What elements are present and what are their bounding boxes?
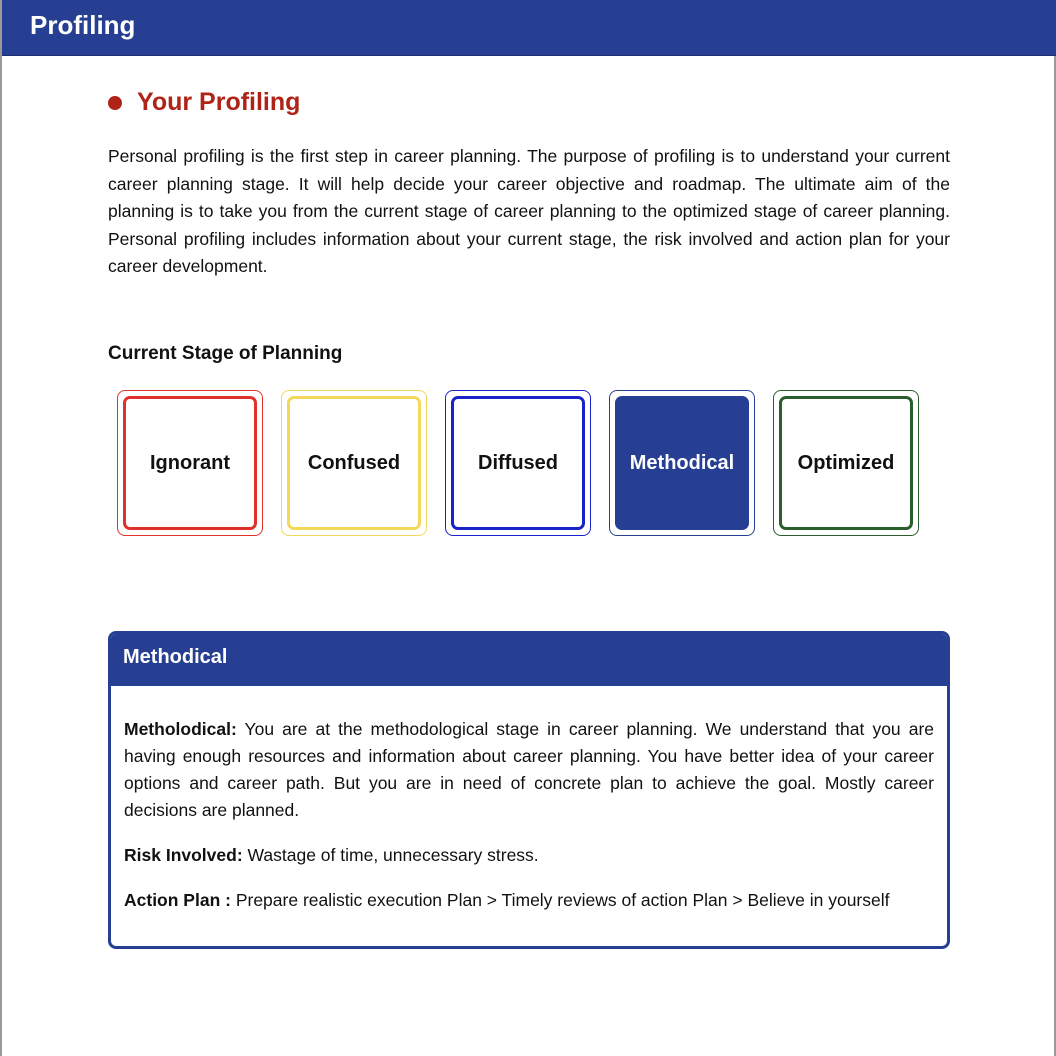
section-heading: [108, 88, 300, 117]
intro-paragraph: Personal profiling is the first step in career planning. The purpose of profiling is to understand your current career planning stage. It will help decide your career objective and roadmap. The ultimate aim of the planning is to take you from the current stage of career planning to the optimized stage of career planning. Personal profiling includes information about your current stage, the risk involved and action plan for your career development.: [108, 146, 950, 276]
stage-label: Confused: [307, 451, 401, 474]
bullet-dot-icon: [108, 96, 122, 110]
stage-methodical-inner: [615, 396, 749, 530]
stage-detail-card: [108, 631, 950, 949]
stage-label: Optimized: [797, 451, 895, 474]
risk-text: Wastage of time, unnecessary stress.: [247, 845, 539, 865]
stage-confused[interactable]: [281, 390, 427, 536]
detail-header: [111, 634, 947, 686]
risk-label: Risk Involved:: [124, 845, 243, 865]
detail-body: [111, 686, 947, 914]
detail-title: Methodical: [123, 646, 228, 668]
stage-label: Methodical: [629, 451, 735, 474]
stage-diffused-inner: [451, 396, 585, 530]
stage-label: Diffused: [478, 451, 558, 474]
detail-description: [124, 716, 934, 824]
stage-ignorant-inner: [123, 396, 257, 530]
stage-optimized-inner: [779, 396, 913, 530]
detail-risk: [124, 842, 934, 869]
stage-ignorant[interactable]: [117, 390, 263, 536]
stage-diffused[interactable]: [445, 390, 591, 536]
action-label: Action Plan :: [124, 890, 231, 910]
detail-action-plan: [124, 887, 934, 914]
section-title: Your Profiling: [137, 88, 301, 116]
stage-label: Ignorant: [150, 451, 230, 474]
action-text: Prepare realistic execution Plan > Timely reviews of action Plan > Believe in yourself: [235, 890, 890, 910]
stage-optimized[interactable]: [773, 390, 919, 536]
description-label: Metholodical:: [124, 719, 237, 739]
stage-heading: Current Stage of Planning: [108, 343, 343, 364]
header-bar: [2, 0, 1056, 56]
page-title: Profiling: [30, 10, 136, 40]
description-text: You are at the methodological stage in career planning. We understand that you are having enough resources and information about career planning. You have better idea of your career options and career path. But you are in need of concrete plan to achieve the goal. Mostly career decisions are planned.: [124, 719, 935, 820]
stage-confused-inner: [287, 396, 421, 530]
stage-methodical-selected[interactable]: [609, 390, 755, 536]
